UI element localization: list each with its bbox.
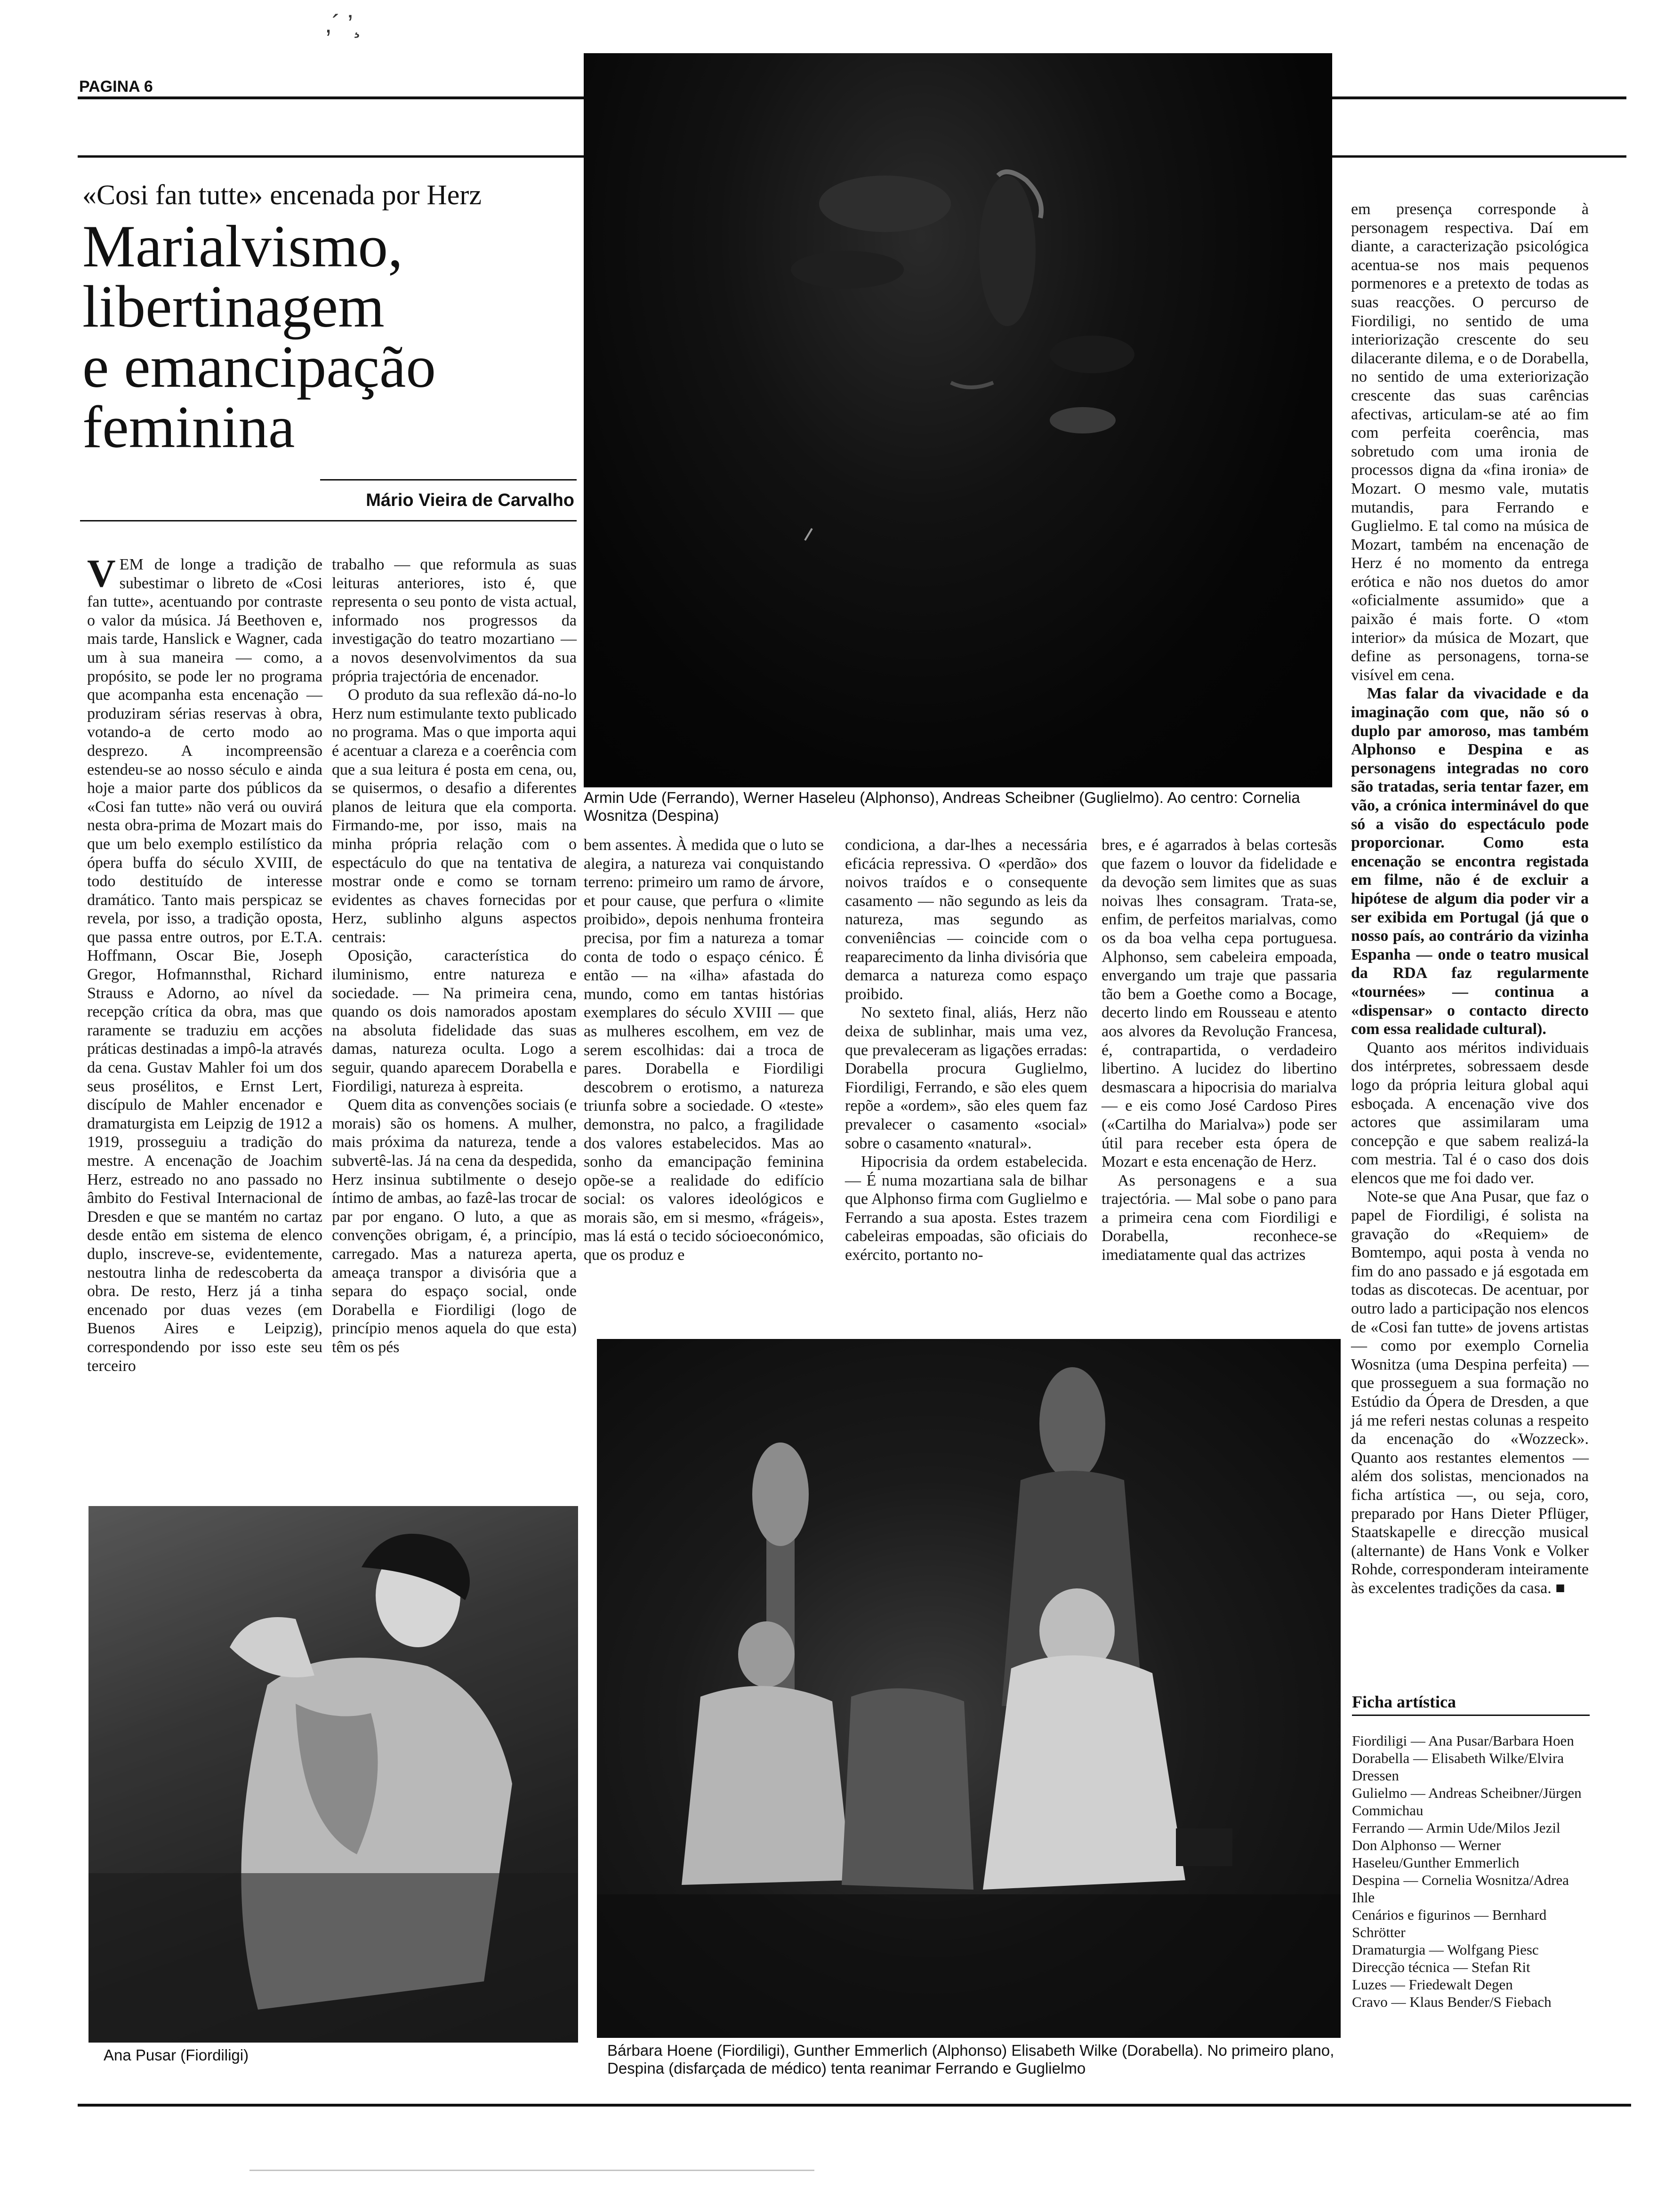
article-byline: Mário Vieira de Carvalho xyxy=(366,490,574,510)
top-scan-marks: ,´ ’¸ xyxy=(325,10,362,38)
photo-stage-group xyxy=(597,1339,1341,2038)
ficha-title: Ficha artística xyxy=(1352,1692,1456,1711)
article-headline xyxy=(82,214,577,460)
headline-line-2: libertinagem xyxy=(82,274,385,340)
col5-para-1: bres, e é agarrados à belas cortesãs que fazem o louvor da fidelidade e da devoção sem limites que as suas noivas lhes consagram. Trata-se, enfim, de perfeitos marialvas, como os da boa velha cepa portuguesa. Alphonso, sem cabeleira empoada, envergando um traje que passaria tão bem a Goethe como a Bocage, decerto lindo em Rousseau e atento aos alvores da Revolução Francesa, é, contrapartida, o verdadeiro libertino. A lucidez do libertino desmascara a hipocrisia do marialva — e eis como José Cardoso Pires («Cartilha do Marialva») pode ser útil para receber esta ópera de Mozart e esta encenação de Herz. xyxy=(1102,836,1337,1171)
headline-line-4: feminina xyxy=(82,394,295,460)
photo-caption-bottom: Bárbara Hoene (Fiordiligi), Gunther Emmerlich (Alphonso) Elisabeth Wilke (Dorabella). No primeiro plano, Despina (disfarçada de médico) tenta reanimar Ferrando e Guglielmo xyxy=(607,2042,1335,2077)
photo-caption-left: Ana Pusar (Fiordiligi) xyxy=(104,2046,249,2064)
col2-para-3: Oposição, característica do iluminismo, entre natureza e sociedade. — Na primeira cena, quando os dois namorados apostam na absoluta fidelidade das suas damas, natureza oculta. Logo a seguir, quando aparecem Dorabella e Fiordiligi, natureza à espreita. xyxy=(332,947,577,1095)
ficha-entry: Gulielmo — Andreas Scheibner/Jürgen Commichau xyxy=(1352,1785,1582,1819)
article-column-5 xyxy=(1102,836,1337,1265)
col5-para-2: As personagens e a sua trajectória. — Mal sobe o pano para a primeira cena com Fiordiligi e Dorabella, reconhece-se imediatamente qual das actrizes xyxy=(1102,1171,1337,1264)
ficha-entry: Cravo — Klaus Bender/S Fiebach xyxy=(1352,1994,1552,2010)
col2-para-1: trabalho — que reformula as suas leituras anteriores, isto é, que representa o seu ponto de vista actual, informado nos progressos da investigação do teatro mozartiano — a novos desenvolvimentos da sua própria trajectória de encenador. xyxy=(332,556,577,685)
ficha-entry: Dramaturgia — Wolfgang Piesc xyxy=(1352,1941,1539,1958)
col4-para-1: condiciona, a dar-lhes a necessária eficácia repressiva. O «perdão» dos noivos traídos e o consequente casamento — não segundo as leis da natureza, mas segundo as conveniências — coincide com o reaparecimento da linha divisória que demarca a natureza como espaço proibido. xyxy=(845,836,1087,1003)
col3-para-1: bem assentes. À medida que o luto se alegira, a natureza vai conquistando terreno: primeiro um ramo de árvore, et pour cause, que perfura o «limite proibido», depois nenhuma fronteira precisa, por fim a natureza a tomar conta de todo o espaço cénico. É então — na «ilha» afastada do mundo, como em tantas histórias exemplares do século XVIII — que as mulheres escolhem, em vez de serem escolhidas: dai a troca de pares. Dorabella e Fiordiligi descobrem o erotismo, a natureza triunfa sobre a sociedade. O «teste» demonstra, no palco, a fragilidade dos valores estabelecidos. Mas ao sonho da emancipação feminina opõe-se a realidade do edifício social: os valores ideológicos e morais são, em si mesmo, «frágeis», mas lá está o tecido sócioeconómico, que os produz e xyxy=(584,836,824,1264)
ficha-artistica xyxy=(1352,1692,1590,2011)
article-column-2 xyxy=(332,555,577,1357)
byline-rule-bottom xyxy=(80,520,577,521)
photo-caption-top: Armin Ude (Ferrando), Werner Haseleu (Alphonso), Andreas Scheibner (Guglielmo). Ao centro: Cornelia Wosnitza (Despina) xyxy=(584,789,1300,824)
article-column-3 xyxy=(584,836,824,1265)
col6-para-2: Mas falar da vivacidade e da imaginação com que, não só o duplo par amoroso, mas também Alphonso e Despina e as personagens integradas no coro são tratadas, seria tentar fazer, em vão, a crónica interminável do que só a visão do espectáculo pode proporcionar. Como esta encenação se encontra registada em filme, não é de excluir a hipótese de algum dia poder vir a ser exibida em Portugal (já que o nosso país, ao contrário da vizinha Espanha — onde o teatro musical da RDA faz regularmente «tournées» — continua a «dispensar» o contacto directo com essa realidade cultural). xyxy=(1351,685,1589,1038)
page-label: PAGINA 6 xyxy=(79,78,153,96)
article-column-1 xyxy=(87,552,322,1375)
footer-rule xyxy=(78,2104,1631,2107)
ficha-entry: Fiordiligi — Ana Pusar/Barbara Hoen xyxy=(1352,1732,1574,1749)
article-column-6 xyxy=(1351,200,1589,1598)
ficha-list xyxy=(1352,1732,1590,2011)
headline-line-3: e emancipação xyxy=(82,334,436,400)
footer-faint-line xyxy=(249,2170,814,2171)
article-kicker: «Cosi fan tutte» encenada por Herz xyxy=(82,179,482,210)
dropcap: V xyxy=(87,552,116,595)
col6-para-4: Note-se que Ana Pusar, que faz o papel de Fiordiligi, é solista na gravação do «Requiem» de Bomtempo, aqui posta à venda no fim do ano passado e já esgotada em todas as discotecas. De acentuar, por outro lado a participação nos elencos de «Cosi fan tutte» de jovens artistas — como por exemplo Cornelia Wosnitza (uma Despina perfeita) — que prosseguem a sua formação no Estúdio da Ópera de Dresden, a que já me referi nestas colunas a respeito da encenação do «Wozzeck». Quanto aos restantes elementos — além dos solistas, mencionados na ficha artística —, ou seja, coro, preparado por Hans Dieter Pflüger, Staatskapelle e direcção musical (alternante) de Hans Vonk e Volker Rohde, corresponderam inteiramente às excelentes tradições da casa. ■ xyxy=(1351,1188,1589,1597)
ficha-entry: Despina — Cornelia Wosnitza/Adrea Ihle xyxy=(1352,1872,1569,1906)
article-column-4 xyxy=(845,836,1087,1265)
col6-para-1: em presença corresponde à personagem respectiva. Daí em diante, a caracterização psicológica acentua-se nos mais pequenos pormenores e a pretexto de todas as suas reacções. O percurso de Fiordiligi, no sentido de uma interiorização crescente do seu dilacerante dilema, e o de Dorabella, no sentido de uma exteriorização crescente das suas carências afectivas, articulam-se até ao fim com perfeita coerência, mas sobretudo com uma ironia de processos digna da «fina ironia» de Mozart. O mesmo vale, mutatis mutandis, para Ferrando e Guglielmo. E tal como na música de Mozart, também na encenação de Herz é no momento da entrega erótica e não nos duetos do amor «oficialmente assumido» que a paixão é mais forte. O «tom interior» da música de Mozart, que define as personagens, torna-se visível em cena. xyxy=(1351,200,1589,684)
photo-stage-scene xyxy=(584,53,1332,787)
ficha-entry: Dorabella — Elisabeth Wilke/Elvira Dressen xyxy=(1352,1750,1564,1784)
col2-para-2: O produto da sua reflexão dá-no-lo Herz num estimulante texto publicado no programa. Mas o que importa aqui é acentuar a clareza e a coerência com que a sua leitura é posta em cena, ou, se quisermos, o desafio a diferentes planos de leitura que ela comporta. Firmando-me, por isso, mais na minha própria relação com o espectáculo do que na tentativa de mostrar onde e como se tornam evidentes as chaves fornecidas por Herz, sublinho alguns aspectos centrais: xyxy=(332,686,577,946)
byline-rule xyxy=(320,479,577,481)
col4-para-3: Hipocrisia da ordem estabelecida. — É numa mozartiana sala de bilhar que Alphonso firma com Guglielmo e Ferrando a sua aposta. Estes trazem cabeleiras empoadas, são oficiais do exército, portanto no- xyxy=(845,1153,1087,1264)
col4-para-2: No sexteto final, aliás, Herz não deixa de sublinhar, mais uma vez, que prevaleceram as ligações erradas: Dorabella procura Guglielmo, Fiordiligi, Ferrando, e são eles quem repõe a «ordem», são eles quem faz prevalecer o casamento «social» sobre o casamento «natural». xyxy=(845,1004,1087,1152)
col6-para-3: Quanto aos méritos individuais dos intérpretes, sobressaem desde logo da própria leitura global aqui esboçada. A encenação vive dos actores que assimilaram uma concepção e que sabem realizá-la com mestria. Tal é o caso dos dois elencos que me foi dado ver. xyxy=(1351,1039,1589,1187)
ficha-rule xyxy=(1352,1715,1590,1716)
ficha-entry: Luzes — Friedewalt Degen xyxy=(1352,1976,1513,1993)
ficha-entry: Don Alphonso — Werner Haseleu/Gunther Emmerlich xyxy=(1352,1837,1520,1871)
ficha-entry: Cenários e figurinos — Bernhard Schrötter xyxy=(1352,1907,1547,1940)
photo-ana-pusar xyxy=(88,1506,578,2043)
headline-line-1: Marialvismo, xyxy=(82,214,403,280)
ficha-entry: Ferrando — Armin Ude/Milos Jezil xyxy=(1352,1819,1560,1836)
ficha-entry: Direcção técnica — Stefan Rit xyxy=(1352,1959,1530,1975)
col2-para-4: Quem dita as convenções sociais (e morais) são os homens. A mulher, mais próxima da natureza, tende a subvertê-las. Já na cena da despedida, Herz insinua subtilmente o desejo íntimo de ambas, ao fazê-las trocar de par por engano. O luto, a que as convenções obrigam, é, a princípio, carregado. Mas a natureza aperta, ameaça transpor a divisória que a separa do espaço social, onde Dorabella e Fiordiligi (logo de princípio menos aquela do que esta) têm os pés xyxy=(332,1096,577,1356)
col1-para-1: EM de longe a tradição de subestimar o libreto de «Cosi fan tutte», acentuando por contraste o valor da música. Já Beethoven e, mais tarde, Hanslick e Wagner, cada um à sua maneira — como, a propósito, se pode ler no programa que acompanha esta encenação — produziram sérias reservas à obra, votando-a de certo modo ao desprezo. A incompreensão estendeu-se ao nosso século e ainda hoje a maior parte dos públicos da «Cosi fan tutte» não verá ou ouvirá nesta obra-prima de Mozart mais do que um belo exemplo estilístico da ópera buffa do século XVIII, de todo destituído de interesse dramático. Tanto mais perspicaz se revela, por isso, a tradição oposta, que passa entre outros, por E.T.A. Hoffmann, Oscar Bie, Joseph Gregor, Hofmannsthal, Richard Strauss e Adorno, ao nível da recepção crítica da obra, mas que raramente se traduziu em acções práticas destinadas a impô-la através da cena. Gustav Mahler foi um dos seus prosélitos, e Ernst Lert, discípulo de Mahler encenador e dramaturgista em Leipzig de 1912 a 1919, prosseguiu a tradição do mestre. A encenação de Joachim Herz, estreado no ano passado no âmbito do Festival Internacional de Dresden e que se mantém no cartaz desde então em sistema de elenco duplo, inscreve-se, evidentemente, nestoutra linha de redescoberta da obra. De resto, Herz já a tinha encenado por duas vezes (em Buenos Aires e Leipzig), correspondendo por isso este seu terceiro xyxy=(87,556,322,1375)
